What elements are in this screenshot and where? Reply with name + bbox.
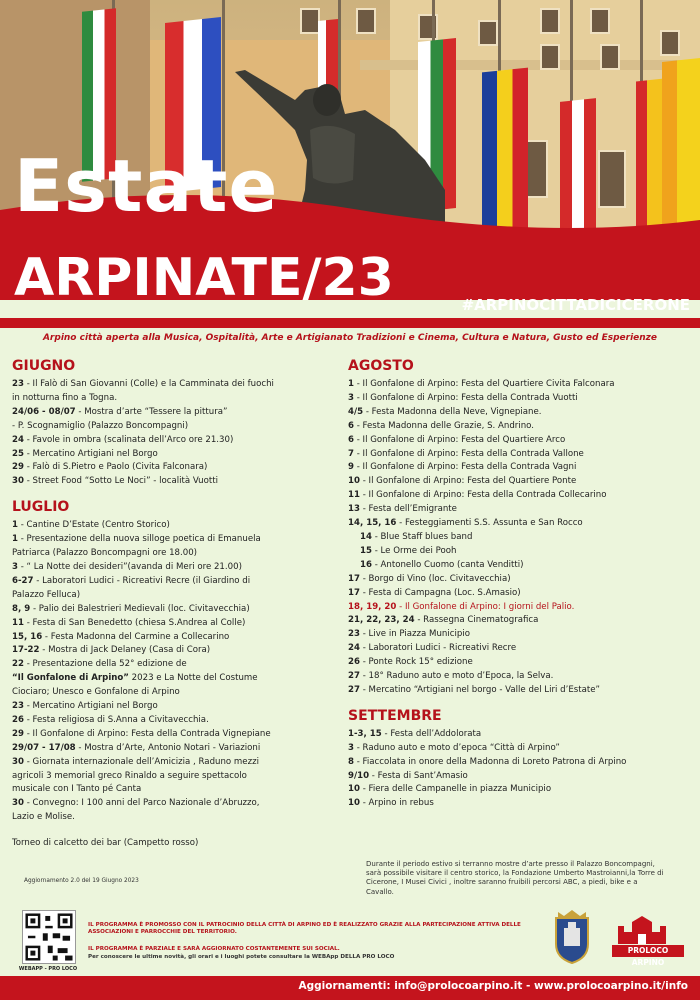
- event-item: [348, 756, 690, 770]
- event-text: - Blue Staff blues band: [371, 531, 473, 542]
- event-date: 1: [348, 379, 354, 389]
- event-text: - Falò di S.Pietro e Paolo (Civita Falconara): [23, 462, 208, 473]
- event-item: [12, 797, 338, 811]
- event-text: - Live in Piazza Municipio: [359, 629, 470, 640]
- event-date: 4/5: [348, 406, 364, 417]
- left-column: [12, 358, 338, 835]
- event-item: [12, 461, 338, 475]
- event-date: 1: [12, 534, 18, 545]
- event-text: - Festa religiosa di S.Anna a Civitavecchia.: [23, 714, 209, 725]
- event-item: [12, 519, 338, 533]
- event-text: - Il Gonfalone di Arpino: Festa del Quartiere Arco: [353, 434, 566, 445]
- event-date: 23: [348, 629, 360, 640]
- event-text: - Mostra d’Arte, Antonio Notari - Variazioni: [75, 742, 261, 753]
- event-text: - Le Orme dei Pooh: [371, 545, 457, 556]
- event-item: [348, 517, 690, 531]
- event-date: 27: [348, 671, 360, 682]
- event-item: [12, 644, 338, 658]
- event-text: - Festa Madonna del Carmine a Collecarino: [42, 631, 230, 642]
- event-text: - Festeggiamenti S.S. Assunta e San Rocco: [396, 518, 583, 529]
- event-date: 6: [348, 434, 354, 445]
- event-date: 3: [12, 561, 18, 572]
- proloco-logo-text: PROLOCO ARPINO: [612, 945, 684, 957]
- event-item: [12, 392, 338, 406]
- event-date: 30: [12, 476, 24, 487]
- window: [300, 8, 320, 34]
- hashtag: #ARPINOCITTADICICERONE: [461, 296, 690, 314]
- event-date: 1: [12, 520, 18, 531]
- event-item: [12, 378, 338, 392]
- month-settembre: SETTEMBRE: [348, 707, 442, 724]
- event-text: - Il Gonfalone di Arpino: Festa della Contrada Vallone: [353, 448, 584, 459]
- event-item: [12, 770, 338, 784]
- event-date: 3: [348, 742, 354, 753]
- event-text: - Laboratori Ludici - Ricreativi Recre: [359, 643, 517, 654]
- event-text: - Palio dei Balestrieri Medievali (loc. Civitavecchia): [30, 603, 250, 614]
- event-date: “Il Gonfalone di Arpino”: [12, 673, 129, 684]
- event-item: [12, 547, 338, 561]
- window: [590, 8, 610, 34]
- event-text: - Il Gonfalone di Arpino: I giorni del Palio.: [396, 601, 575, 612]
- event-item: [12, 434, 338, 448]
- event-item: [12, 811, 338, 825]
- event-item: [348, 770, 690, 784]
- window: [356, 8, 376, 34]
- event-item: [348, 475, 690, 489]
- event-item: [12, 575, 338, 589]
- event-date: 8: [348, 756, 354, 767]
- event-text: - Fiaccolata in onore della Madonna di Loreto Patrona di Arpino: [353, 756, 627, 767]
- event-text: - Antonello Cuomo (canta Venditti): [371, 559, 524, 570]
- event-item: [348, 684, 690, 698]
- update-version: Aggiornamento 2.0 del 19 Giugno 2023: [24, 878, 139, 884]
- event-item: [348, 573, 690, 587]
- event-date: 10: [348, 476, 360, 487]
- event-date: 21, 22, 23, 24: [348, 615, 415, 626]
- event-item: [12, 714, 338, 728]
- month-agosto: AGOSTO: [348, 358, 414, 374]
- qr-label: WEBAPP - PRO LOCO: [18, 966, 78, 972]
- event-text: - Il Gonfalone di Arpino: Festa della Contrada Vuotti: [353, 392, 578, 403]
- event-text: - Festa dell’Addolorata: [381, 728, 482, 739]
- luglio-events: [12, 519, 338, 825]
- event-text: - Rassegna Cinematografica: [414, 615, 539, 626]
- event-text: - Festa di Sant’Amasio: [369, 770, 468, 781]
- event-item: [348, 448, 690, 462]
- program-note-2: IL PROGRAMMA È PARZIALE E SARÀ AGGIORNATO COSTANTEMENTE SUI SOCIAL.: [88, 946, 340, 952]
- program-note-1: IL PROGRAMMA È PROMOSSO CON IL PATROCINIO DELLA CITTÀ DI ARPINO ED È REALIZZATO GRAZIE ALLA PARTECIPAZIONE ATTIVA DELLE ASSOCIAZIONI E PARROCCHIE DEL TERRITORIO.: [88, 922, 521, 936]
- event-date: 16: [360, 559, 372, 570]
- event-item: [348, 531, 690, 545]
- event-item: [12, 533, 338, 547]
- event-text: - Il Gonfalone di Arpino: Festa della Contrada Vignepiane: [23, 728, 271, 739]
- event-text: - Convegno: I 100 anni del Parco Nazionale d’Abruzzo,: [23, 798, 260, 809]
- event-text: - Mercatino Artigiani nel Borgo: [23, 448, 158, 459]
- event-item: [12, 561, 338, 575]
- agosto-events: [348, 378, 690, 698]
- event-item: [348, 489, 690, 503]
- event-date: 26: [348, 657, 360, 668]
- event-text: - Presentazione della 52° edizione de: [23, 659, 187, 670]
- event-item: [348, 614, 690, 628]
- event-date: 3: [348, 392, 354, 403]
- event-date: 7: [348, 448, 354, 459]
- event-date: 24: [12, 434, 24, 445]
- window: [540, 8, 560, 34]
- cornice: [360, 60, 700, 70]
- event-item: [12, 686, 338, 700]
- event-text: - Festa dell’Emigrante: [359, 504, 457, 515]
- event-text: - Ponte Rock 15° edizione: [359, 657, 473, 668]
- event-date: 23: [12, 701, 24, 712]
- event-item: [348, 434, 690, 448]
- event-date: 6: [348, 420, 354, 431]
- event-date: 9/10: [348, 770, 370, 781]
- program-note-3: Per conoscere le ultime novità, gli orari e i luoghi potete consultare la WEBApp DELLA PRO LOCO: [88, 954, 395, 960]
- event-item: [348, 392, 690, 406]
- window: [540, 44, 560, 70]
- event-text: - Il Falò di San Giovanni (Colle) e la Camminata dei fuochi: [23, 379, 274, 389]
- event-text: Ciociaro; Unesco e Gonfalone di Arpino: [12, 687, 180, 698]
- event-text: - Cantine D’Estate (Centro Storico): [17, 520, 170, 531]
- event-date: 30: [12, 798, 24, 809]
- event-date: 10: [348, 784, 360, 795]
- event-date: 10: [348, 798, 360, 809]
- event-item: [12, 756, 338, 770]
- event-text: - P. Scognamiglio (Palazzo Boncompagni): [12, 420, 189, 431]
- event-text: - Festa Madonna della Neve, Vignepiane.: [363, 406, 542, 417]
- event-text: - Festa di Campagna (Loc. S.Amasio): [359, 587, 521, 598]
- month-giugno: GIUGNO: [12, 358, 76, 374]
- event-item: [12, 783, 338, 797]
- right-column: [348, 358, 690, 821]
- tagline: Arpino città aperta alla Musica, Ospitalità, Arte e Artigianato Tradizioni e Cinema, Cultura e Natura, Gusto ed Esperienze: [42, 333, 658, 343]
- event-item: [12, 448, 338, 462]
- event-item: [348, 545, 690, 559]
- event-date: 14: [360, 531, 372, 542]
- event-item: [12, 589, 338, 603]
- window: [600, 44, 620, 70]
- event-text: Patriarca (Palazzo Boncompagni ore 18.00): [12, 548, 198, 559]
- event-text: Palazzo Felluca): [12, 589, 81, 600]
- event-text: - 18° Raduno auto e moto d’Epoca, la Selva.: [359, 671, 554, 682]
- event-text: - Mostra di Jack Delaney (Casa di Cora): [39, 645, 211, 656]
- event-item: [348, 728, 690, 742]
- event-date: 11: [12, 617, 24, 628]
- banner-bottom: [0, 318, 700, 328]
- settembre-events: [348, 728, 690, 811]
- contact-info[interactable]: Aggiornamenti: info@prolocoarpino.it - www.prolocoarpino.it/info: [298, 980, 688, 992]
- event-text: - Festa Madonna delle Grazie, S. Andrino.: [353, 420, 534, 431]
- event-date: 29: [12, 462, 24, 473]
- qr-code-icon[interactable]: [22, 910, 76, 964]
- event-item: [348, 742, 690, 756]
- event-item: [348, 642, 690, 656]
- event-text: - Raduno auto e moto d’epoca “Città di Arpino”: [353, 742, 560, 753]
- event-text: - Presentazione della nuova silloge poetica di Emanuela: [17, 534, 261, 545]
- event-item: [12, 728, 338, 742]
- event-text: - Laboratori Ludici - Ricreativi Recre (il Giardino di: [33, 575, 251, 586]
- event-item: [348, 406, 690, 420]
- window: [418, 14, 438, 40]
- event-item: [348, 587, 690, 601]
- giugno-events: [12, 378, 338, 489]
- event-date: 18, 19, 20: [348, 601, 397, 612]
- title-arpinate: ARPINATE/23: [14, 248, 394, 308]
- event-item: [348, 461, 690, 475]
- event-item: [12, 700, 338, 714]
- event-item: [348, 503, 690, 517]
- event-text: - Mostra d’arte “Tessere la pittura”: [75, 406, 228, 417]
- event-date: 8, 9: [12, 603, 31, 614]
- event-text: musicale con I Tanto pé Canta: [12, 784, 142, 795]
- event-item: [12, 617, 338, 631]
- torneo-text: Torneo di calcetto dei bar (Campetto rosso): [12, 838, 199, 848]
- event-item: [12, 406, 338, 420]
- event-item: [348, 378, 690, 392]
- event-text: - Favole in ombra (scalinata dell’Arco ore 21.30): [23, 434, 234, 445]
- event-text: - Il Gonfalone di Arpino: Festa del Quartiere Ponte: [359, 476, 577, 487]
- event-item: [12, 658, 338, 672]
- footer-bar: [0, 976, 700, 1000]
- title-estate: Estate: [14, 144, 279, 228]
- event-text: Lazio e Molise.: [12, 812, 75, 823]
- event-text: agricoli 3 memorial greco Rinaldo a seguire spettacolo: [12, 770, 247, 781]
- event-date: 17: [348, 587, 360, 598]
- event-item: [12, 742, 338, 756]
- event-date: 6-27: [12, 575, 34, 586]
- event-date: 30: [12, 756, 24, 767]
- event-text: - Il Gonfalone di Arpino: Festa della Contrada Collecarino: [359, 490, 607, 501]
- event-item: [348, 628, 690, 642]
- event-date: 1-3, 15: [348, 728, 382, 739]
- event-date: 15, 16: [12, 631, 43, 642]
- event-text: - “ La Notte dei desideri”(avanda di Meri ore 21.00): [17, 561, 242, 572]
- event-date: 23: [12, 379, 24, 389]
- event-text: - Fiera delle Campanelle in piazza Municipio: [359, 784, 552, 795]
- window: [660, 30, 680, 56]
- city-crest-icon: [552, 910, 592, 964]
- event-date: 27: [348, 684, 360, 695]
- event-item: [348, 656, 690, 670]
- event-text: - Mercatino Artigiani nel Borgo: [23, 701, 158, 712]
- event-text: - Arpino in rebus: [359, 798, 434, 809]
- event-item: [348, 601, 690, 615]
- event-date: 24/06 - 08/07: [12, 406, 76, 417]
- event-date: 14, 15, 16: [348, 518, 397, 529]
- event-date: 9: [348, 462, 354, 473]
- event-item: [348, 670, 690, 684]
- event-date: 29/07 - 17/08: [12, 742, 76, 753]
- event-item: [12, 672, 338, 686]
- event-date: 15: [360, 545, 372, 556]
- event-text: - Mercatino “Artigiani nel borgo - Valle del Liri d’Estate”: [359, 684, 600, 695]
- event-item: [348, 420, 690, 434]
- event-item: [348, 783, 690, 797]
- event-item: [12, 420, 338, 434]
- event-date: 11: [348, 490, 360, 501]
- event-text: - Il Gonfalone di Arpino: Festa del Quartiere Civita Falconara: [353, 379, 615, 389]
- event-text: - Giornata internazionale dell’Amicizia , Raduno mezzi: [23, 756, 259, 767]
- event-date: 13: [348, 504, 360, 515]
- event-text: - Il Gonfalone di Arpino: Festa della Contrada Vagni: [353, 462, 577, 473]
- event-date: 25: [12, 448, 24, 459]
- event-text: 2023 e La Notte del Costume: [128, 673, 258, 684]
- event-item: [348, 559, 690, 573]
- event-item: [12, 603, 338, 617]
- event-date: 26: [12, 714, 24, 725]
- event-date: 17-22: [12, 645, 40, 656]
- event-date: 17: [348, 573, 360, 584]
- event-text: - Festa di San Benedetto (chiesa S.Andrea al Colle): [23, 617, 246, 628]
- summer-note: Durante il periodo estivo si terranno mostre d’arte presso il Palazzo Boncompagni, sarà possibile visitare il centro storico, la Fondazione Umberto Mastroianni,la Torre di Cicerone, I Musei Civici , inoltre saranno fruibili percorsi ABC, a piedi, bike e a Cavallo.: [366, 860, 664, 896]
- month-luglio: LUGLIO: [12, 499, 70, 516]
- event-text: - Street Food “Sotto Le Noci” - località Vuotti: [23, 476, 218, 487]
- event-text: - Borgo di Vino (loc. Civitavecchia): [359, 573, 511, 584]
- event-date: 29: [12, 728, 24, 739]
- event-date: 24: [348, 643, 360, 654]
- event-date: 22: [12, 659, 24, 670]
- window: [478, 20, 498, 46]
- event-text: in notturna fino a Togna.: [12, 392, 118, 403]
- event-item: [12, 631, 338, 645]
- event-item: [348, 797, 690, 811]
- event-item: [12, 475, 338, 489]
